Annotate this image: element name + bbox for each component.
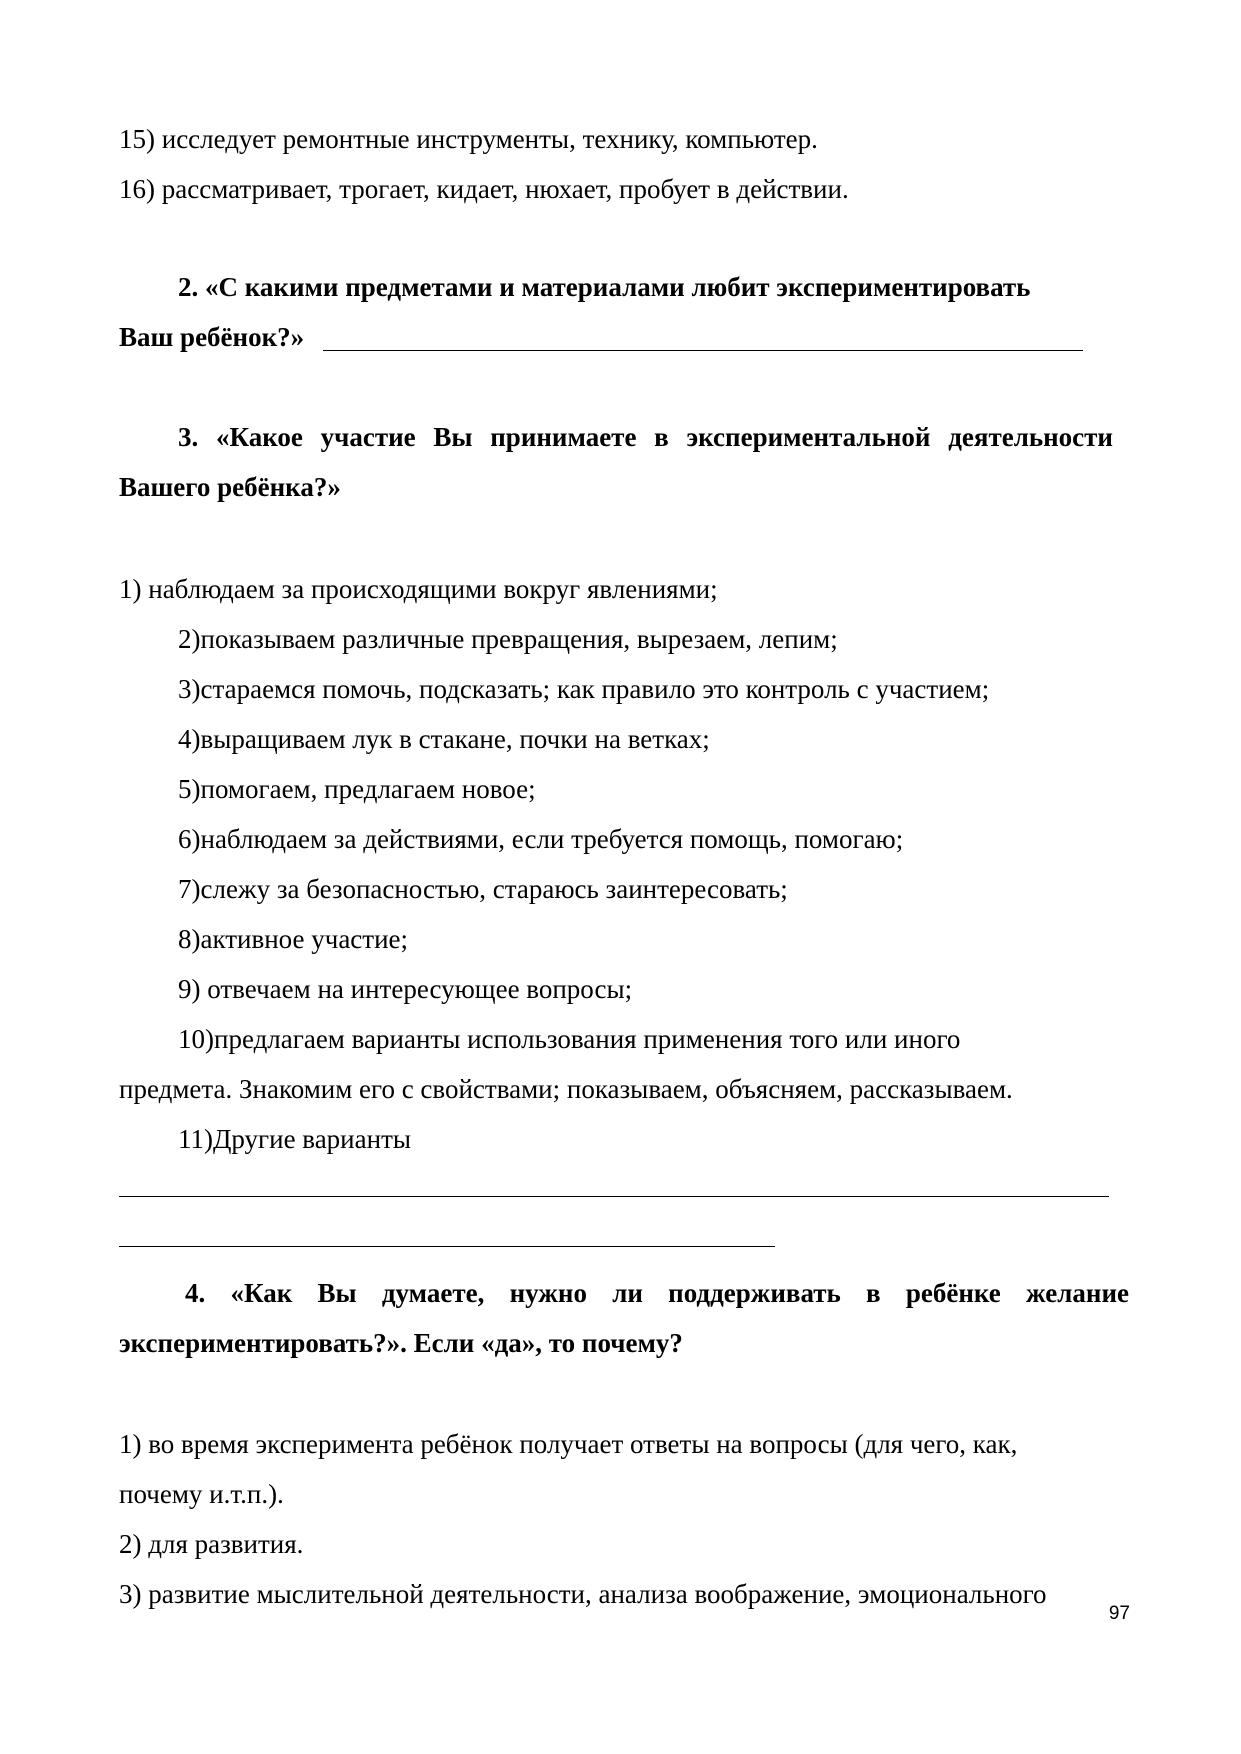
list-item: 8)активное участие;: [178, 924, 409, 954]
answer-blank-line: [323, 350, 1083, 351]
question-3-line-2: Вашего ребёнка?»: [119, 472, 341, 502]
list-item: 3)стараемся помочь, подсказать; как правило это контроль с участием;: [178, 674, 990, 704]
answer-blank-line: [119, 1246, 775, 1247]
question-4-line-1: 4. «Как Вы думаете, нужно ли поддерживать в ребёнке желание: [185, 1278, 1129, 1308]
list-item: 11)Другие варианты: [178, 1124, 412, 1154]
list-item: 3) развитие мыслительной деятельности, анализа воображение, эмоционального: [119, 1579, 1047, 1609]
list-item: 7)слежу за безопасностью, стараюсь заинтересовать;: [178, 874, 788, 904]
list-item: 4)выращиваем лук в стакане, почки на ветках;: [178, 724, 710, 754]
question-2-line-2: Ваш ребёнок?»: [119, 322, 305, 352]
list-item-continuation: почему и.т.п.).: [119, 1479, 284, 1509]
question-4-line-2: экспериментировать?». Если «да», то почему?: [119, 1328, 683, 1358]
list-item: 1) во время эксперимента ребёнок получает ответы на вопросы (для чего, как,: [119, 1429, 1018, 1459]
list-item: 5)помогаем, предлагаем новое;: [178, 774, 536, 804]
list-item: 2) для развития.: [119, 1529, 304, 1559]
answer-blank-line: [119, 1196, 1109, 1197]
list-item: 2)показываем различные превращения, вырезаем, лепим;: [178, 624, 838, 654]
question-3-line-1: 3. «Какое участие Вы принимаете в экспериментальной деятельности: [178, 422, 1113, 452]
list-item: 15) исследует ремонтные инструменты, технику, компьютер.: [119, 124, 818, 154]
list-item-continuation: предмета. Знакомим его с свойствами; показываем, объясняем, рассказываем.: [119, 1074, 1013, 1104]
list-item: 16) рассматривает, трогает, кидает, нюхает, пробует в действии.: [119, 174, 849, 204]
list-item: 10)предлагаем варианты использования применения того или иного: [178, 1024, 961, 1054]
page-number: 97: [1108, 1603, 1130, 1624]
list-item: 6)наблюдаем за действиями, если требуется помощь, помогаю;: [178, 824, 904, 854]
list-item: 1) наблюдаем за происходящими вокруг явлениями;: [119, 574, 718, 604]
question-2-line-1: 2. «С какими предметами и материалами любит экспериментировать: [178, 272, 1031, 302]
list-item: 9) отвечаем на интересующее вопросы;: [178, 974, 633, 1004]
